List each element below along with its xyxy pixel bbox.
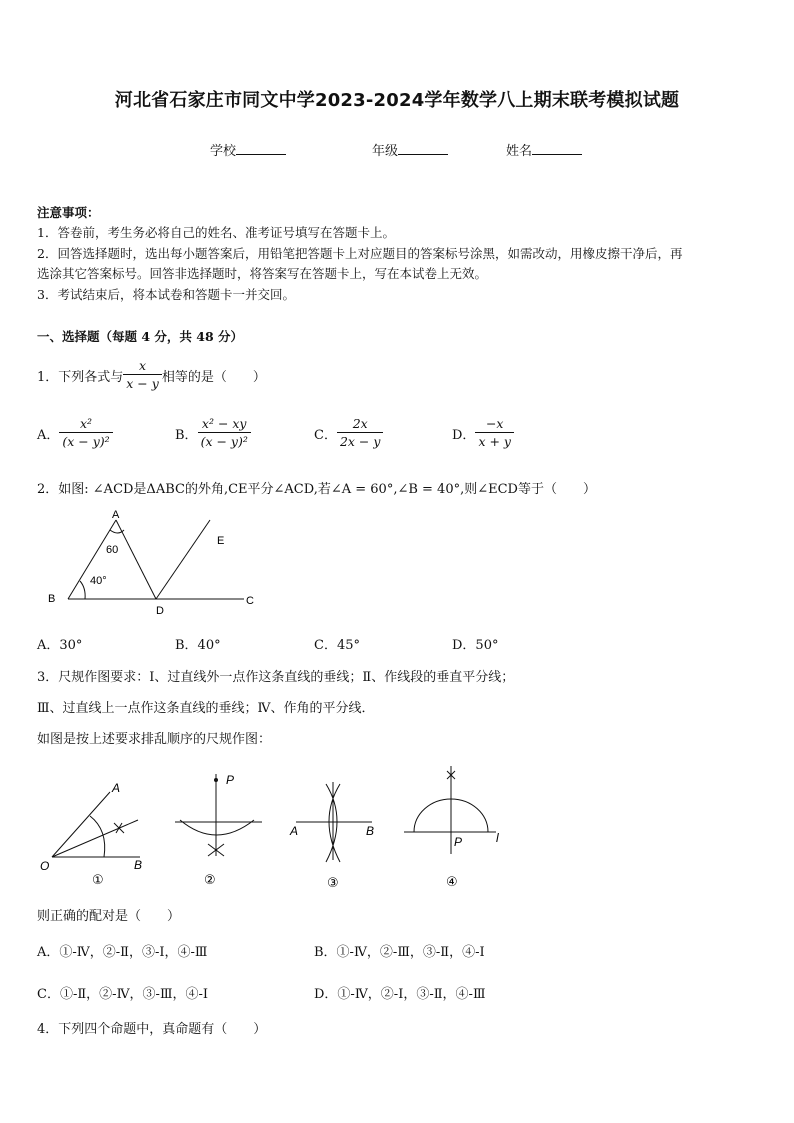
svg-text:A: A [112,781,121,795]
question-2: 2．如图: ∠ACD是ΔABC的外角,CE平分∠ACD,若∠A = 60°,∠B = 40°,则∠ECD等于（ ） [37,482,596,497]
svg-text:P: P [226,773,235,787]
segment-de [156,520,210,599]
grade-blank [398,141,448,155]
svg-text:B: B [134,858,143,872]
notice-item-2-cont: 选涂其它答案标号。回答非选择题时，将答案写在答题卡上，写在本试卷上无效。 [37,266,488,281]
q3-line-3: 如图是按上述要求排乱顺序的尺规作图： [37,732,272,747]
label-e: E [217,535,225,547]
label-a: A [112,509,120,521]
svg-text:P: P [454,835,463,849]
notice-item-1: 1．答卷前，考生务必将自己的姓名、准考证号填写在答题卡上。 [37,225,395,240]
svg-text:B: B [366,824,375,838]
question-1 [37,358,266,392]
name-field [506,140,582,159]
q2-option-a[interactable]: A．30° [37,638,83,653]
notice-item-3: 3．考试结束后，将本试卷和答题卡一并交回。 [37,287,295,302]
svg-text:O: O [40,859,50,873]
q1-option-a[interactable]: A． $\frac{\text{x²}}{\text{(x − y)²}}$ [37,416,113,450]
grade-label: 年级 [372,144,399,159]
school-label: 学校 [210,144,237,159]
q2-option-b[interactable]: B．40° [175,638,221,653]
figure-4 [404,766,499,889]
svg-text:②: ② [204,872,216,887]
q1-suffix: 相等的是（ ） [161,369,266,385]
angle-b-arc [80,581,85,599]
question-4: 4．下列四个命题中，真命题有（ ） [37,1022,267,1037]
svg-text:A: A [290,824,299,838]
school-blank [236,141,286,155]
construction-figures [30,760,530,895]
section-heading: 一、选择题（每题 4 分，共 48 分） [37,329,244,344]
svg-text:①: ① [92,872,104,887]
name-blank [532,141,582,155]
label-angle-a: 60 [106,544,119,556]
figure-2 [175,773,262,887]
q1-fraction: $\frac{x}{x - y}$ [123,358,162,392]
label-c: C [246,595,254,607]
q3-option-a[interactable]: A．①-Ⅳ，②-Ⅱ，③-Ⅰ，④-Ⅲ [37,945,208,960]
figure-3 [289,782,374,890]
grade-field [372,140,448,159]
q3-option-d[interactable]: D．①-Ⅳ，②-Ⅰ，③-Ⅱ，④-Ⅲ [314,987,486,1002]
svg-text:④: ④ [446,874,458,889]
q2-option-d[interactable]: D．50° [452,638,499,653]
label-angle-b: 40° [90,575,107,587]
q1-option-c[interactable]: C． $\frac{2x}{2x - y}$ [314,416,383,450]
q3-ask: 则正确的配对是（ ） [37,909,181,924]
label-d: D [156,605,164,617]
name-label: 姓名 [506,144,533,159]
q2-option-c[interactable]: C．45° [314,638,360,653]
svg-text:l: l [496,831,499,845]
figure-1 [40,781,142,887]
q3-option-c[interactable]: C．①-Ⅱ，②-Ⅳ，③-Ⅲ，④-Ⅰ [37,987,209,1002]
school-field [210,140,286,159]
q3-line-1: 3．尺规作图要求：Ⅰ、过直线外一点作这条直线的垂线；Ⅱ、作线段的垂直平分线； [37,670,515,685]
page-title: 河北省石家庄市同文中学2023-2024学年数学八上期末联考模拟试题 [114,90,680,111]
q1-prefix: 1．下列各式与 [37,369,124,385]
q3-option-b[interactable]: B．①-Ⅳ，②-Ⅲ，③-Ⅱ，④-Ⅰ [314,945,485,960]
label-b: B [48,593,56,605]
svg-text:③: ③ [327,875,339,890]
q1-option-b[interactable]: B． $\frac{\text{x² − xy}}{\text{(x − y)²}}$ [175,416,251,450]
triangle-figure [40,508,270,620]
notice-item-2: 2．回答选择题时，选出每小题答案后，用铅笔把答题卡上对应题目的答案标号涂黑，如需改动，用橡皮擦干净后，再 [37,246,683,261]
q1-option-d[interactable]: D． $\frac{-x}{x + y}$ [452,416,514,450]
q3-line-2: Ⅲ、过直线上一点作这条直线的垂线；Ⅳ、作角的平分线． [37,701,375,716]
segment-ab [68,520,119,599]
notice-heading: 注意事项： [37,205,100,220]
